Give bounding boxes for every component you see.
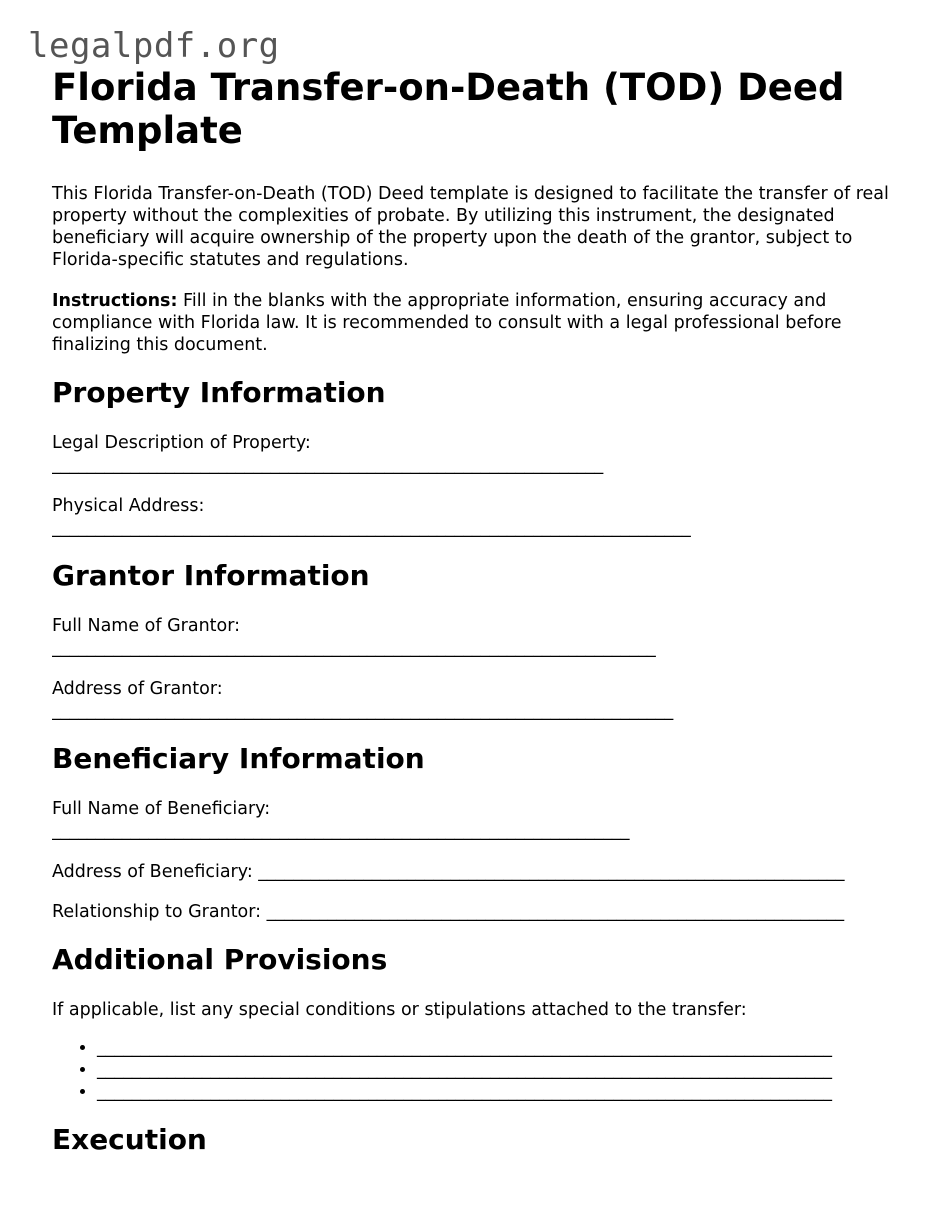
intro-paragraph: This Florida Transfer-on-Death (TOD) Deed template is designed to facilitate the transfer of real property without the complexities of probate. By utilizing this instrument, the designated beneficiary will acquire ownership of the property upon the death of the grantor, subject to Florida-specific statutes and regulations. [52,184,889,270]
additional-provisions-text: If applicable, list any special conditions or stipulations attached to the transfer: [52,1000,747,1020]
document-page [52,66,892,1157]
additional-provisions-heading: Additional Provisions [52,943,388,976]
instructions-paragraph [52,290,892,356]
grantor-address-field [52,678,892,722]
page-title: Florida Transfer-on-Death (TOD) Deed Template [52,66,845,152]
execution-heading: Execution [52,1123,207,1156]
physical-address-label: Physical Address: [52,496,205,516]
instructions-label: Instructions: [52,291,178,311]
provision-item[interactable]: • ____________________________________________________________________________________ [97,1081,892,1103]
relationship-blank[interactable]: __________________________________________________________________ [266,902,845,922]
beneficiary-address-blank[interactable]: ___________________________________________________________________ [258,862,845,882]
beneficiary-address-label: Address of Beneficiary: [52,862,259,882]
beneficiary-address-field [52,861,892,883]
relationship-label: Relationship to Grantor: [52,902,267,922]
grantor-heading: Grantor Information [52,559,370,592]
watermark: legalpdf.org [28,26,280,66]
grantor-name-label: Full Name of Grantor: [52,616,241,636]
grantor-address-label: Address of Grantor: [52,679,223,699]
grantor-name-blank[interactable]: _____________________________________________________________________ [52,638,656,658]
provision-item[interactable]: • ____________________________________________________________________________________ [97,1059,892,1081]
beneficiary-name-label: Full Name of Beneficiary: [52,799,271,819]
legal-description-field [52,432,892,476]
beneficiary-heading: Beneficiary Information [52,742,425,775]
legal-description-label: Legal Description of Property: [52,433,311,453]
property-heading: Property Information [52,376,386,409]
instructions-text: Fill in the blanks with the appropriate information, ensuring accuracy and compliance with Florida law. It is recommended to consult with a legal professional before finalizing this document. [52,291,842,355]
legal-description-blank[interactable]: _______________________________________________________________ [52,455,604,475]
provisions-list [52,1037,892,1103]
relationship-field [52,901,892,923]
provision-item[interactable]: • ____________________________________________________________________________________ [97,1037,892,1059]
beneficiary-name-blank[interactable]: __________________________________________________________________ [52,821,630,841]
physical-address-field [52,495,892,539]
beneficiary-name-field [52,798,892,842]
physical-address-blank[interactable]: _________________________________________________________________________ [52,518,691,538]
grantor-address-blank[interactable]: _______________________________________________________________________ [52,701,674,721]
grantor-name-field [52,615,892,659]
